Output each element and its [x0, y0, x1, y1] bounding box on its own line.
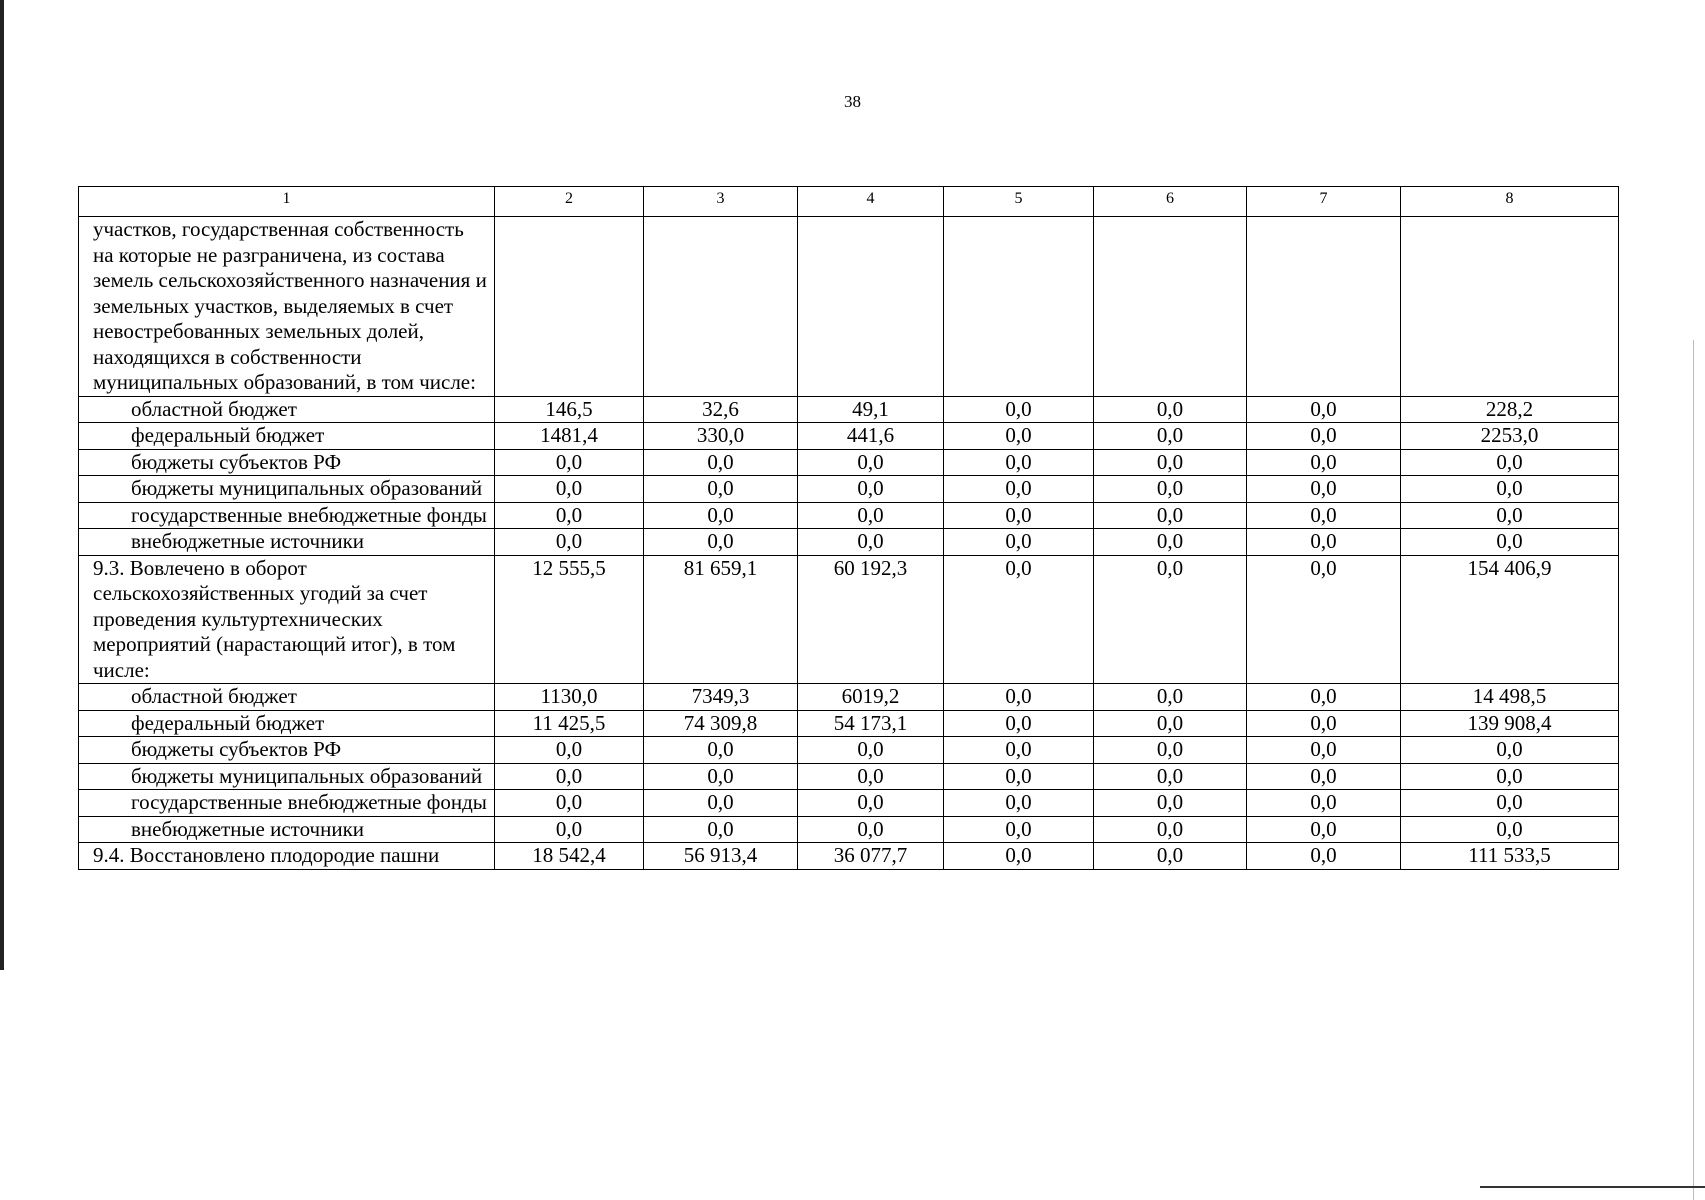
value-cell — [944, 396, 1094, 423]
value-text: 0,0 — [1156, 843, 1184, 867]
value-cell — [1401, 449, 1619, 476]
value-cell — [495, 710, 644, 737]
value-text: 146,5 — [545, 396, 593, 421]
header-cell: 3 — [644, 187, 798, 217]
value-text: 139 908,4 — [1467, 710, 1552, 735]
value-cell — [1401, 502, 1619, 529]
value-text: 0,0 — [555, 816, 583, 841]
value-text: 0,0 — [1156, 396, 1184, 421]
value-text: 0,0 — [555, 502, 583, 527]
value-cell — [798, 476, 944, 503]
value-cell — [1401, 529, 1619, 556]
value-cell — [1094, 217, 1247, 397]
value-text: 0,0 — [1156, 476, 1184, 500]
table-row — [79, 396, 1619, 423]
value-cell — [1247, 684, 1401, 711]
value-cell — [1401, 790, 1619, 817]
value-cell — [798, 502, 944, 529]
value-cell — [495, 396, 644, 423]
value-cell — [1401, 710, 1619, 737]
value-cell — [495, 684, 644, 711]
value-text: 111 533,5 — [1468, 843, 1551, 867]
value-text: 0,0 — [555, 449, 583, 474]
value-cell — [1094, 502, 1247, 529]
value-cell — [1401, 476, 1619, 503]
value-text: 0,0 — [707, 502, 734, 527]
value-text: 0,0 — [1005, 449, 1032, 474]
value-cell — [644, 843, 798, 870]
value-cell — [944, 843, 1094, 870]
table-row — [79, 816, 1619, 843]
value-cell — [1247, 476, 1401, 503]
value-cell — [798, 217, 944, 397]
row-label: бюджеты муниципальных образований — [79, 476, 495, 503]
value-text: 74 309,8 — [683, 710, 758, 735]
row-label: бюджеты субъектов РФ — [79, 737, 495, 764]
table-row — [79, 843, 1619, 870]
table-row — [79, 502, 1619, 529]
value-cell — [1401, 737, 1619, 764]
value-cell — [644, 423, 798, 450]
row-label: областной бюджет — [79, 684, 495, 711]
value-cell — [1094, 737, 1247, 764]
value-cell — [798, 790, 944, 817]
value-cell — [495, 423, 644, 450]
value-text: 0,0 — [1005, 843, 1032, 867]
table-row — [79, 449, 1619, 476]
value-text: 36 077,7 — [833, 843, 908, 867]
value-cell — [1094, 763, 1247, 790]
row-label: внебюджетные источники — [79, 529, 495, 556]
value-text: 0,0 — [555, 763, 583, 788]
value-cell — [1401, 843, 1619, 870]
value-text: 0,0 — [1310, 555, 1337, 580]
value-cell — [1401, 555, 1619, 684]
value-cell — [1094, 684, 1247, 711]
value-text: 0,0 — [1005, 710, 1032, 735]
row-label: государственные внебюджетные фонды — [79, 502, 495, 529]
value-text: 0,0 — [1005, 529, 1032, 553]
value-text: 0,0 — [1156, 529, 1184, 553]
value-text: 0,0 — [1496, 763, 1523, 788]
header-row — [79, 187, 1619, 217]
value-text: 0,0 — [1310, 529, 1337, 553]
table-row — [79, 423, 1619, 450]
value-text: 0,0 — [1005, 763, 1032, 788]
value-text: 0,0 — [857, 502, 884, 527]
value-cell — [495, 737, 644, 764]
value-cell — [944, 217, 1094, 397]
value-cell — [944, 502, 1094, 529]
row-label: участков, государственная собственность на которые не разграничена, из состава земель сельскохозяйственного назначения и земельных участков, выделяемых в счет невостребованных земельных долей, находящихся в собственности муниципальных образований, в том числе: — [79, 217, 495, 397]
value-cell — [495, 763, 644, 790]
value-cell — [1094, 423, 1247, 450]
value-cell — [1247, 763, 1401, 790]
table-row — [79, 737, 1619, 764]
value-cell — [495, 555, 644, 684]
value-text: 228,2 — [1485, 396, 1534, 421]
value-cell — [1094, 790, 1247, 817]
value-text: 7349,3 — [691, 684, 750, 708]
scan-edge-left — [0, 0, 4, 970]
value-cell — [798, 449, 944, 476]
value-cell — [644, 529, 798, 556]
header-cell: 6 — [1094, 187, 1247, 217]
row-label: внебюджетные источники — [79, 816, 495, 843]
value-text: 0,0 — [1310, 816, 1337, 841]
value-text: 0,0 — [1496, 449, 1523, 474]
value-cell — [1094, 396, 1247, 423]
value-cell — [644, 684, 798, 711]
value-text: 0,0 — [1310, 790, 1337, 814]
value-cell — [1094, 710, 1247, 737]
value-cell — [495, 816, 644, 843]
value-text: 0,0 — [555, 476, 583, 500]
value-cell — [644, 555, 798, 684]
row-label: федеральный бюджет — [79, 710, 495, 737]
value-cell — [944, 476, 1094, 503]
value-cell — [495, 529, 644, 556]
value-text: 0,0 — [707, 449, 734, 474]
value-cell — [944, 423, 1094, 450]
value-cell — [1094, 816, 1247, 843]
value-cell — [944, 710, 1094, 737]
page-number: 38 — [844, 92, 861, 111]
value-cell — [1401, 217, 1619, 397]
value-cell — [1094, 529, 1247, 556]
value-text: 0,0 — [1496, 529, 1523, 553]
value-cell — [944, 737, 1094, 764]
value-cell — [1247, 423, 1401, 450]
value-text: 0,0 — [1005, 555, 1032, 580]
value-cell — [1094, 555, 1247, 684]
value-text: 0,0 — [1156, 710, 1184, 735]
value-text: 0,0 — [707, 763, 734, 788]
value-text: 81 659,1 — [683, 555, 758, 580]
value-text: 330,0 — [696, 423, 745, 447]
table-row — [79, 476, 1619, 503]
value-cell — [495, 476, 644, 503]
value-cell — [944, 529, 1094, 556]
value-text: 0,0 — [707, 790, 734, 814]
value-text: 0,0 — [1156, 816, 1184, 841]
value-text: 0,0 — [1005, 423, 1032, 447]
value-cell — [1247, 710, 1401, 737]
value-cell — [644, 502, 798, 529]
row-label: 9.3. Вовлечено в оборот сельскохозяйственных угодий за счет проведения культуртехнических мероприятий (нарастающий итог), в том числе: — [79, 555, 495, 684]
value-cell — [1401, 684, 1619, 711]
value-cell — [644, 476, 798, 503]
value-cell — [1247, 555, 1401, 684]
value-text: 441,6 — [846, 423, 895, 447]
value-cell — [798, 684, 944, 711]
value-cell — [644, 737, 798, 764]
value-text: 0,0 — [1496, 476, 1523, 500]
value-text: 0,0 — [1005, 790, 1032, 814]
value-text: 0,0 — [1005, 816, 1032, 841]
value-text: 0,0 — [1156, 449, 1184, 474]
value-text: 0,0 — [1310, 396, 1337, 421]
value-cell — [644, 449, 798, 476]
budget-table — [78, 186, 1619, 870]
value-text: 0,0 — [857, 476, 884, 500]
value-text: 0,0 — [555, 737, 583, 761]
value-text: 2253,0 — [1480, 423, 1539, 447]
value-cell — [798, 396, 944, 423]
value-cell — [644, 710, 798, 737]
value-cell — [495, 449, 644, 476]
value-cell — [644, 816, 798, 843]
value-text: 0,0 — [1496, 502, 1523, 527]
value-cell — [944, 763, 1094, 790]
value-cell — [1247, 737, 1401, 764]
scan-edge-bottom — [1480, 1186, 1705, 1188]
value-text: 0,0 — [1310, 449, 1337, 474]
value-text: 0,0 — [707, 816, 734, 841]
value-text: 0,0 — [1156, 790, 1184, 814]
value-text: 1481,4 — [540, 423, 598, 447]
value-cell — [1401, 396, 1619, 423]
value-text: 54 173,1 — [833, 710, 908, 735]
value-cell — [798, 737, 944, 764]
row-label: областной бюджет — [79, 396, 495, 423]
value-cell — [644, 790, 798, 817]
value-text: 56 913,4 — [683, 843, 758, 867]
value-cell — [495, 217, 644, 397]
value-text: 0,0 — [555, 790, 583, 814]
value-cell — [495, 790, 644, 817]
value-text: 11 425,5 — [532, 710, 606, 735]
value-cell — [1401, 816, 1619, 843]
value-text: 0,0 — [1310, 843, 1337, 867]
value-text: 1130,0 — [540, 684, 598, 708]
value-text: 0,0 — [1496, 790, 1523, 814]
value-text: 0,0 — [1310, 476, 1337, 500]
row-label: бюджеты муниципальных образований — [79, 763, 495, 790]
header-cell: 8 — [1401, 187, 1619, 217]
value-text: 0,0 — [1156, 423, 1184, 447]
value-text: 0,0 — [1310, 684, 1337, 708]
table-row — [79, 763, 1619, 790]
value-cell — [944, 449, 1094, 476]
value-text: 49,1 — [852, 396, 889, 421]
value-cell — [1247, 449, 1401, 476]
value-text: 0,0 — [857, 737, 884, 761]
value-text: 6019,2 — [841, 684, 900, 708]
value-cell — [1247, 502, 1401, 529]
value-text: 12 555,5 — [532, 555, 606, 580]
header-cell: 7 — [1247, 187, 1401, 217]
value-cell — [798, 763, 944, 790]
value-cell — [1094, 843, 1247, 870]
value-text: 0,0 — [1310, 710, 1337, 735]
value-text: 0,0 — [857, 790, 884, 814]
value-text: 0,0 — [1156, 763, 1184, 788]
value-cell — [1247, 816, 1401, 843]
value-cell — [944, 684, 1094, 711]
value-cell — [944, 555, 1094, 684]
value-text: 0,0 — [1156, 555, 1184, 580]
value-text: 0,0 — [1496, 816, 1523, 841]
value-text: 0,0 — [1496, 737, 1523, 761]
value-cell — [798, 423, 944, 450]
value-cell — [644, 217, 798, 397]
value-cell — [798, 555, 944, 684]
value-cell — [1247, 529, 1401, 556]
table-row — [79, 555, 1619, 684]
value-cell — [644, 396, 798, 423]
row-label: государственные внебюджетные фонды — [79, 790, 495, 817]
value-text: 0,0 — [1310, 737, 1337, 761]
row-label: бюджеты субъектов РФ — [79, 449, 495, 476]
value-cell — [1247, 843, 1401, 870]
scan-edge-right — [1693, 340, 1694, 1200]
value-cell — [1401, 423, 1619, 450]
value-text: 0,0 — [555, 529, 583, 553]
value-text: 0,0 — [1005, 476, 1032, 500]
value-text: 0,0 — [1310, 763, 1337, 788]
value-text: 0,0 — [1156, 737, 1184, 761]
value-text: 0,0 — [857, 529, 884, 553]
row-label: федеральный бюджет — [79, 423, 495, 450]
value-text: 0,0 — [1005, 737, 1032, 761]
value-cell — [1247, 790, 1401, 817]
value-cell — [798, 816, 944, 843]
value-text: 0,0 — [1005, 684, 1032, 708]
value-cell — [1094, 476, 1247, 503]
value-cell — [944, 816, 1094, 843]
value-text: 14 498,5 — [1472, 684, 1547, 708]
value-text: 0,0 — [707, 737, 734, 761]
value-text: 0,0 — [857, 763, 884, 788]
value-text: 0,0 — [707, 476, 734, 500]
table-row — [79, 684, 1619, 711]
value-cell — [495, 843, 644, 870]
header-cell: 4 — [798, 187, 944, 217]
value-cell — [1401, 763, 1619, 790]
value-text: 0,0 — [1310, 423, 1337, 447]
table-row — [79, 529, 1619, 556]
value-cell — [798, 843, 944, 870]
value-cell — [1247, 396, 1401, 423]
value-cell — [495, 502, 644, 529]
value-text: 60 192,3 — [833, 555, 908, 580]
value-text: 32,6 — [702, 396, 739, 421]
value-cell — [798, 710, 944, 737]
value-cell — [798, 529, 944, 556]
value-cell — [1247, 217, 1401, 397]
table-row — [79, 710, 1619, 737]
value-text: 0,0 — [857, 816, 884, 841]
value-text: 0,0 — [1005, 502, 1032, 527]
value-cell — [944, 790, 1094, 817]
table-row — [79, 217, 1619, 397]
value-cell — [644, 763, 798, 790]
header-cell: 2 — [495, 187, 644, 217]
header-cell: 5 — [944, 187, 1094, 217]
value-text: 0,0 — [1310, 502, 1337, 527]
value-text: 0,0 — [1005, 396, 1032, 421]
value-text: 0,0 — [1156, 684, 1184, 708]
value-text: 0,0 — [707, 529, 734, 553]
row-label: 9.4. Восстановлено плодородие пашни — [79, 843, 495, 870]
value-text: 18 542,4 — [532, 843, 606, 867]
header-cell: 1 — [79, 187, 495, 217]
value-text: 0,0 — [1156, 502, 1184, 527]
value-cell — [1094, 449, 1247, 476]
table-row — [79, 790, 1619, 817]
value-text: 0,0 — [857, 449, 884, 474]
value-text: 154 406,9 — [1467, 555, 1552, 580]
